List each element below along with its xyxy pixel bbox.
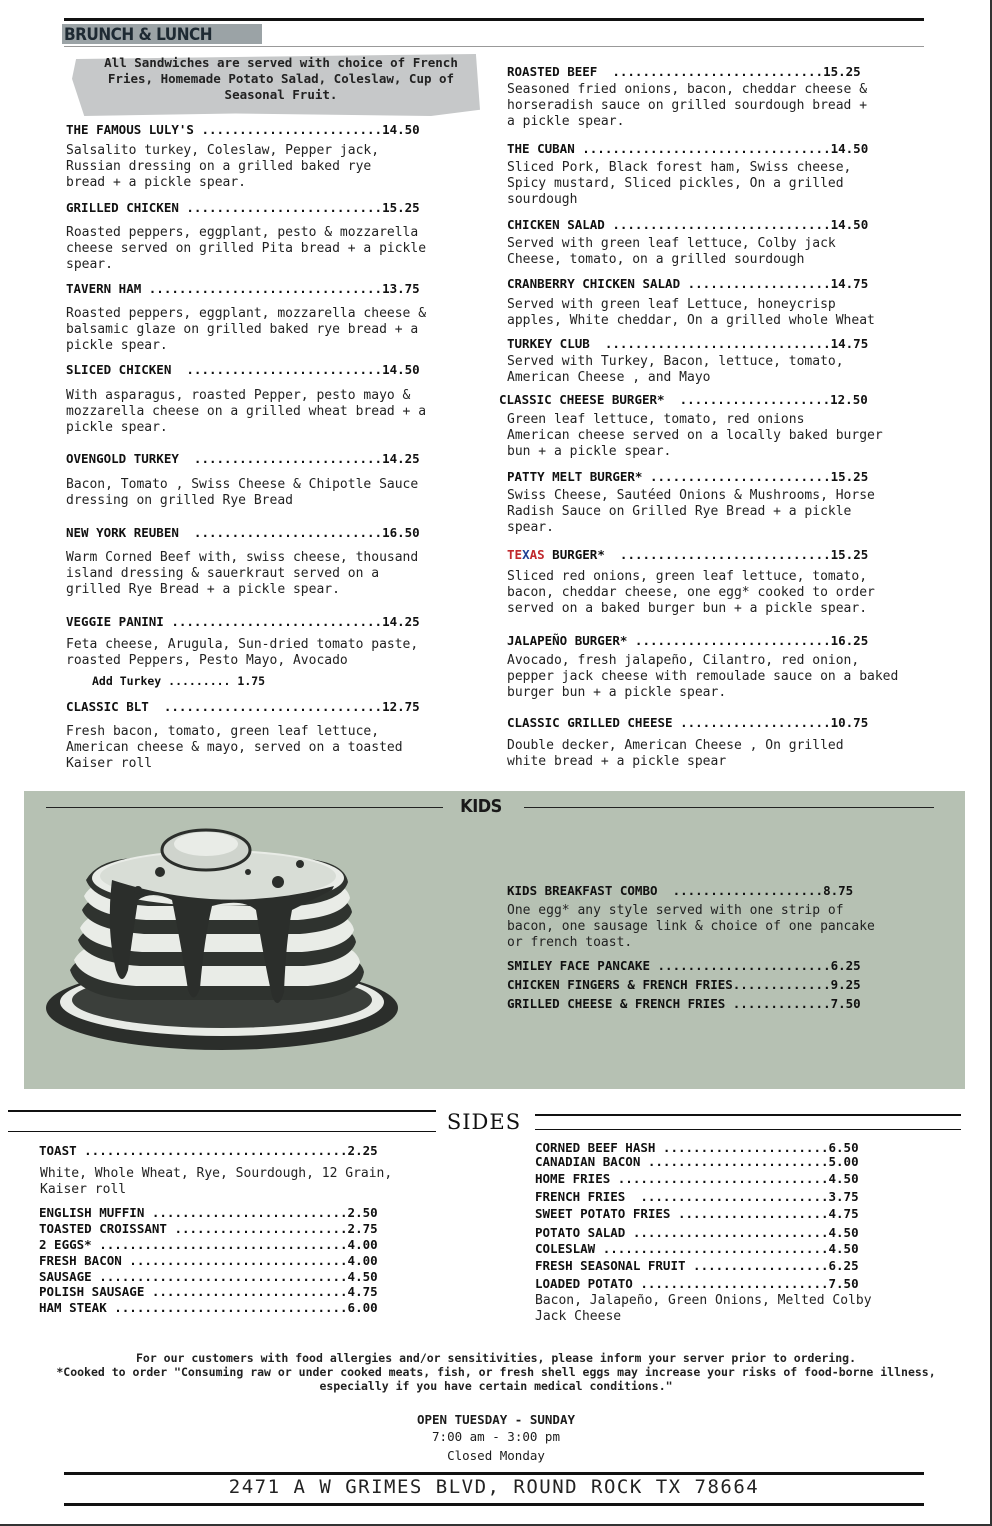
menu-item-name: CLASSIC GRILLED CHEESE ....................10.75 bbox=[507, 715, 869, 730]
raw-food-warning: *Cooked to order "Consuming raw or under cooked meats, fish, or fresh shell eggs may increase your risks of food-borne illness, especially if you have certain medical conditions." bbox=[56, 1365, 936, 1393]
side-item: FRENCH FRIES .........................3.75 bbox=[535, 1189, 859, 1204]
closed-day: Closed Monday bbox=[447, 1448, 545, 1463]
menu-item-desc: Roasted peppers, eggplant, mozzarella cheese & balsamic glaze on grilled baked rye bread + a pickle spear. bbox=[66, 306, 427, 353]
menu-item-desc: Seasoned fried onions, bacon, cheddar cheese & horseradish sauce on grilled sourdough bread + a pickle spear. bbox=[507, 82, 868, 129]
address-rule-bottom bbox=[64, 1503, 924, 1506]
menu-item-desc: Sliced Pork, Black forest ham, Swiss cheese, Spicy mustard, Sliced pickles, On a grilled sourdough bbox=[507, 160, 852, 207]
side-item: HAM STEAK ...............................6.00 bbox=[39, 1300, 378, 1315]
menu-item-name: TURKEY CLUB ..............................14.75 bbox=[507, 336, 869, 351]
open-hours: 7:00 am - 3:00 pm bbox=[432, 1429, 560, 1444]
kids-title: KIDS bbox=[460, 796, 502, 817]
menu-item-desc: Avocado, fresh jalapeño, Cilantro, red onion, pepper jack cheese with remoulade sauce on a baked burger bun + a pickle spear. bbox=[507, 653, 899, 700]
menu-item-desc: Sliced red onions, green leaf lettuce, tomato, bacon, cheddar cheese, one egg* cooked to order served on a baked burger bun + a pickle spear. bbox=[507, 569, 875, 616]
pancake-stack-illustration bbox=[42, 820, 402, 1060]
menu-item-desc: Green leaf lettuce, tomato, red onions American cheese served on a locally baked burger bun + a pickle spear. bbox=[507, 412, 883, 459]
menu-item-name: JALAPEÑO BURGER* ..........................16.25 bbox=[507, 633, 869, 648]
menu-item-desc: Roasted peppers, eggplant, pesto & mozzarella cheese served on grilled Pita bread + a pickle spear. bbox=[66, 225, 427, 272]
address: 2471 A W GRIMES BLVD, ROUND ROCK TX 78664 bbox=[228, 1476, 760, 1498]
top-rule-thin bbox=[64, 46, 924, 47]
menu-item-desc: Warm Corned Beef with, swiss cheese, thousand island dressing & sauerkraut served on a grilled Rye Bread + a pickle spear. bbox=[66, 550, 419, 597]
texas-burger-name-x: X bbox=[522, 547, 530, 562]
sides-title: SIDES bbox=[446, 1110, 522, 1134]
side-item: SAUSAGE .................................4.50 bbox=[39, 1269, 378, 1284]
side-item: CANADIAN BACON ........................5.00 bbox=[535, 1154, 859, 1169]
texas-burger-name bbox=[507, 547, 868, 562]
menu-item-name: CHICKEN SALAD .............................14.50 bbox=[507, 217, 869, 232]
toast-desc: White, Whole Wheat, Rye, Sourdough, 12 Grain, Kaiser roll bbox=[40, 1166, 393, 1197]
kids-item: GRILLED CHEESE & FRENCH FRIES .............7.50 bbox=[507, 996, 861, 1011]
side-item: POLISH SAUSAGE ..........................4.75 bbox=[39, 1284, 378, 1299]
menu-item-desc: Served with green leaf Lettuce, honeycrisp apples, White cheddar, On a grilled whole Wheat bbox=[507, 297, 875, 328]
sides-rule-right-thin bbox=[535, 1129, 961, 1130]
kids-rule-left bbox=[46, 807, 443, 808]
kids-combo-name: KIDS BREAKFAST COMBO ....................8.75 bbox=[507, 883, 854, 898]
side-item: ENGLISH MUFFIN ..........................2.50 bbox=[39, 1205, 378, 1220]
menu-item-name: NEW YORK REUBEN .........................16.50 bbox=[66, 525, 420, 540]
kids-item: CHICKEN FINGERS & FRENCH FRIES.............9.25 bbox=[507, 977, 861, 992]
menu-item-desc: Feta cheese, Arugula, Sun-dried tomato paste, roasted Peppers, Pesto Mayo, Avocado bbox=[66, 637, 419, 668]
menu-item-desc: Fresh bacon, tomato, green leaf lettuce, American cheese & mayo, served on a toasted Kaiser roll bbox=[66, 724, 403, 771]
menu-item-name: OVENGOLD TURKEY .........................14.25 bbox=[66, 451, 420, 466]
kids-item: SMILEY FACE PANCAKE .......................6.25 bbox=[507, 958, 861, 973]
side-item: COLESLAW ..............................4.50 bbox=[535, 1241, 859, 1256]
side-item: SWEET POTATO FRIES ....................4.75 bbox=[535, 1206, 859, 1221]
menu-item-name: CLASSIC CHEESE BURGER* ....................12.50 bbox=[499, 392, 868, 407]
side-item: TOAST ...................................2.25 bbox=[39, 1143, 378, 1158]
menu-item-name: SLICED CHICKEN ..........................14.50 bbox=[66, 362, 420, 377]
allergy-notice: For our customers with food allergies and/or sensitivities, please inform your server prior to ordering. bbox=[135, 1351, 857, 1365]
brunch-lunch-title: BRUNCH & LUNCH bbox=[62, 24, 262, 44]
sandwich-note: All Sandwiches are served with choice of French Fries, Homemade Potato Salad, Coleslaw, Cup of Seasonal Fruit. bbox=[104, 55, 458, 102]
menu-item-name: CRANBERRY CHICKEN SALAD ...................14.75 bbox=[507, 276, 869, 291]
side-item: POTATO SALAD ..........................4.50 bbox=[535, 1225, 859, 1240]
kids-combo-desc: One egg* any style served with one strip of bacon, one sausage link & choice of one pancake or french toast. bbox=[507, 903, 875, 950]
menu-item-desc: Salsalito turkey, Coleslaw, Pepper jack, Russian dressing on a grilled baked rye bread + a pickle spear. bbox=[66, 143, 380, 190]
address-rule-top bbox=[64, 1472, 924, 1475]
texas-burger-name-te: TE bbox=[507, 547, 523, 562]
side-item: CORNED BEEF HASH ......................6.50 bbox=[535, 1140, 859, 1155]
menu-item-desc: Double decker, American Cheese , On grilled white bread + a pickle spear bbox=[507, 738, 844, 769]
menu-item-name: ROASTED BEEF ............................15.25 bbox=[507, 64, 861, 79]
sides-rule-left-thick bbox=[8, 1110, 436, 1112]
open-days: OPEN TUESDAY - SUNDAY bbox=[416, 1412, 576, 1427]
side-item: FRESH BACON .............................4.00 bbox=[39, 1253, 378, 1268]
add-turkey-option: Add Turkey ......... 1.75 bbox=[92, 674, 266, 688]
menu-item-desc: Served with Turkey, Bacon, lettuce, tomato, American Cheese , and Mayo bbox=[507, 354, 844, 385]
menu-item-desc: Served with green leaf lettuce, Colby jack Cheese, tomato, on a grilled sourdough bbox=[507, 236, 836, 267]
menu-item-name: GRILLED CHICKEN ..........................15.25 bbox=[66, 200, 420, 215]
menu-item-name: TAVERN HAM ...............................13.75 bbox=[66, 281, 420, 296]
loaded-potato-desc: Bacon, Jalapeño, Green Onions, Melted Colby Jack Cheese bbox=[535, 1293, 872, 1324]
menu-item-name: VEGGIE PANINI ............................14.25 bbox=[66, 614, 420, 629]
menu-item-name: CLASSIC BLT .............................12.75 bbox=[66, 699, 420, 714]
side-item: FRESH SEASONAL FRUIT ..................6.25 bbox=[535, 1258, 859, 1273]
sides-rule-right-thick bbox=[535, 1114, 961, 1116]
menu-item-desc: Swiss Cheese, Sautéed Onions & Mushrooms, Horse Radish Sauce on Grilled Rye Bread + a pickle spear. bbox=[507, 488, 875, 535]
kids-rule-right bbox=[524, 807, 934, 808]
texas-burger-name-rest: BURGER* ............................15.25 bbox=[544, 547, 869, 562]
side-item: 2 EGGS* .................................4.00 bbox=[39, 1237, 378, 1252]
side-item: HOME FRIES ............................4.50 bbox=[535, 1171, 859, 1186]
menu-item-desc: Bacon, Tomato , Swiss Cheese & Chipotle Sauce dressing on grilled Rye Bread bbox=[66, 477, 419, 508]
menu-item-name: THE CUBAN .................................14.50 bbox=[507, 141, 869, 156]
menu-item-desc: With asparagus, roasted Pepper, pesto mayo & mozzarella cheese on a grilled wheat bread + a pickle spear. bbox=[66, 388, 427, 435]
menu-item-name: THE FAMOUS LULY'S ........................14.50 bbox=[66, 122, 420, 137]
side-item: TOASTED CROISSANT .......................2.75 bbox=[39, 1221, 378, 1236]
sides-rule-left-thin bbox=[8, 1131, 436, 1132]
menu-item-name: PATTY MELT BURGER* ........................15.25 bbox=[507, 469, 869, 484]
texas-burger-name-as: AS bbox=[529, 547, 545, 562]
side-item: LOADED POTATO .........................7.50 bbox=[535, 1276, 859, 1291]
top-rule bbox=[64, 18, 924, 21]
